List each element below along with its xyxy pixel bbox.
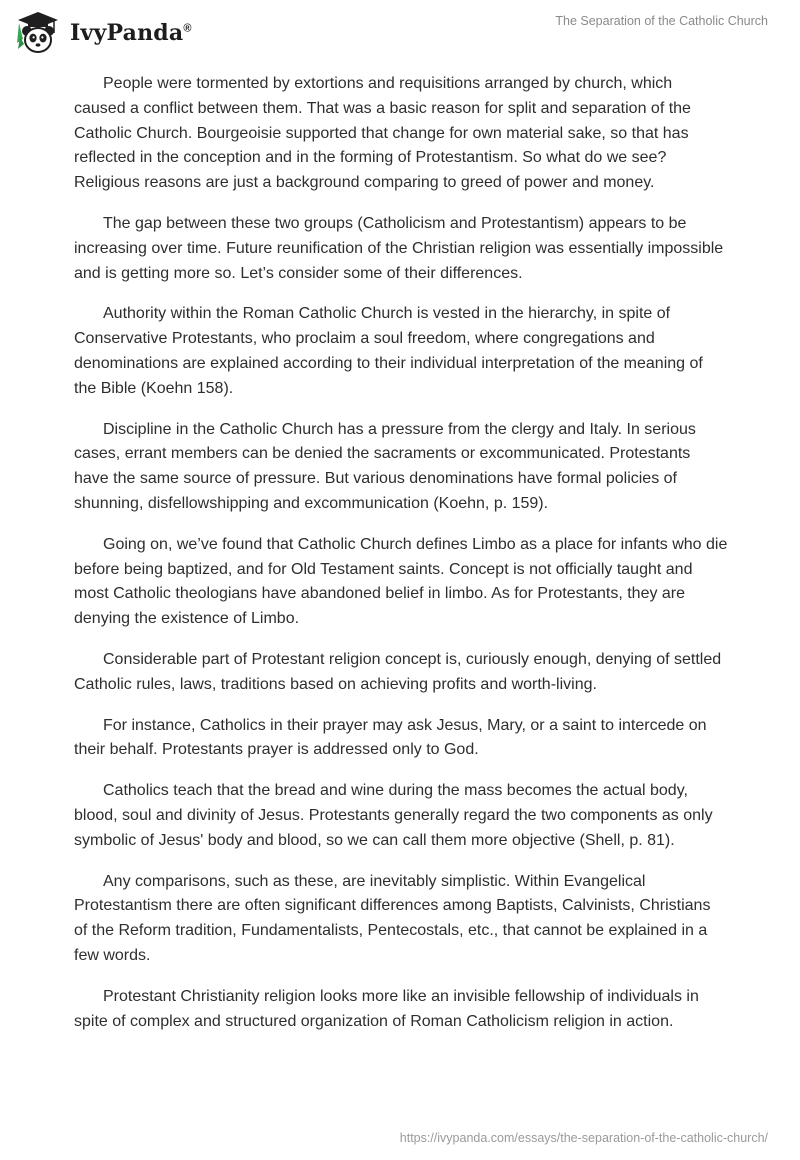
paragraph: People were tormented by extortions and requisitions arranged by church, which caused a conflict between them. That was a basic reason for split and separation of the Catholic Church. Bourgeoisie supported that change for own material sake, so that has reflected in the conception and in the forming of Protestantism. So what do we see? Religious reasons are just a background comparing to greed of power and money. [74, 75, 691, 192]
paragraph: Catholics teach that the bread and wine during the mass becomes the actual body, blood, soul and divinity of Jesus. Protestants generally regard the two components as only symbolic of Jesus' body and blood, so we can call them more objective (Shell, p. 81). [74, 782, 713, 849]
paragraph: The gap between these two groups (Catholicism and Protestantism) appears to be increasing over time. Future reunification of the Christian religion was essentially impossible and is getting more so. Let’s consider some of their differences. [74, 214, 724, 282]
article-body [74, 72, 728, 1050]
paragraph: Authority within the Roman Catholic Church is vested in the hierarchy, in spite of Conservative Protestants, who proclaim a soul freedom, where congregations and denominations are explained according to their individual interpretation of the meaning of the Bible (Koehn 158). [74, 305, 703, 397]
panda-graduate-icon [14, 9, 62, 57]
registered-mark: ® [183, 22, 192, 35]
document-title: The Separation of the Catholic Church [555, 14, 768, 28]
brand-name: IvyPanda® [70, 20, 192, 46]
paragraph: For instance, Catholics in their prayer may ask Jesus, Mary, or a saint to intercede on their behalf. Protestants prayer is addressed only to God. [74, 716, 707, 759]
page-header [0, 0, 800, 70]
paragraph: Discipline in the Catholic Church has a pressure from the clergy and Italy. In serious cases, errant members can be denied the sacraments or excommunicated. Protestants have the same source of pressure. But various denominations have formal policies of shunning, disfellowshipping and excommunication (Koehn, p. 159). [74, 420, 696, 512]
paragraph: Protestant Christianity religion looks more like an invisible fellowship of individuals in spite of complex and structured organization of Roman Catholicism religion in action. [74, 987, 699, 1030]
paragraph: Considerable part of Protestant religion concept is, curiously enough, denying of settled Catholic rules, laws, traditions based on achieving profits and worth-living. [74, 650, 722, 693]
source-url-link[interactable]: https://ivypanda.com/essays/the-separation-of-the-catholic-church/ [399, 1131, 768, 1145]
brand-logo[interactable] [14, 8, 192, 58]
paragraph: Any comparisons, such as these, are inevitably simplistic. Within Evangelical Protestantism there are often significant differences among Baptists, Calvinists, Christians of the Reform tradition, Fundamentalists, Pentecostals, etc., that cannot be explained in a few words. [74, 872, 711, 964]
paragraph: Going on, we’ve found that Catholic Church defines Limbo as a place for infants who die before being baptized, and for Old Testament saints. Concept is not officially taught and most Catholic theologians have abandoned belief in limbo. As for Protestants, they are denying the existence of Limbo. [74, 535, 728, 628]
